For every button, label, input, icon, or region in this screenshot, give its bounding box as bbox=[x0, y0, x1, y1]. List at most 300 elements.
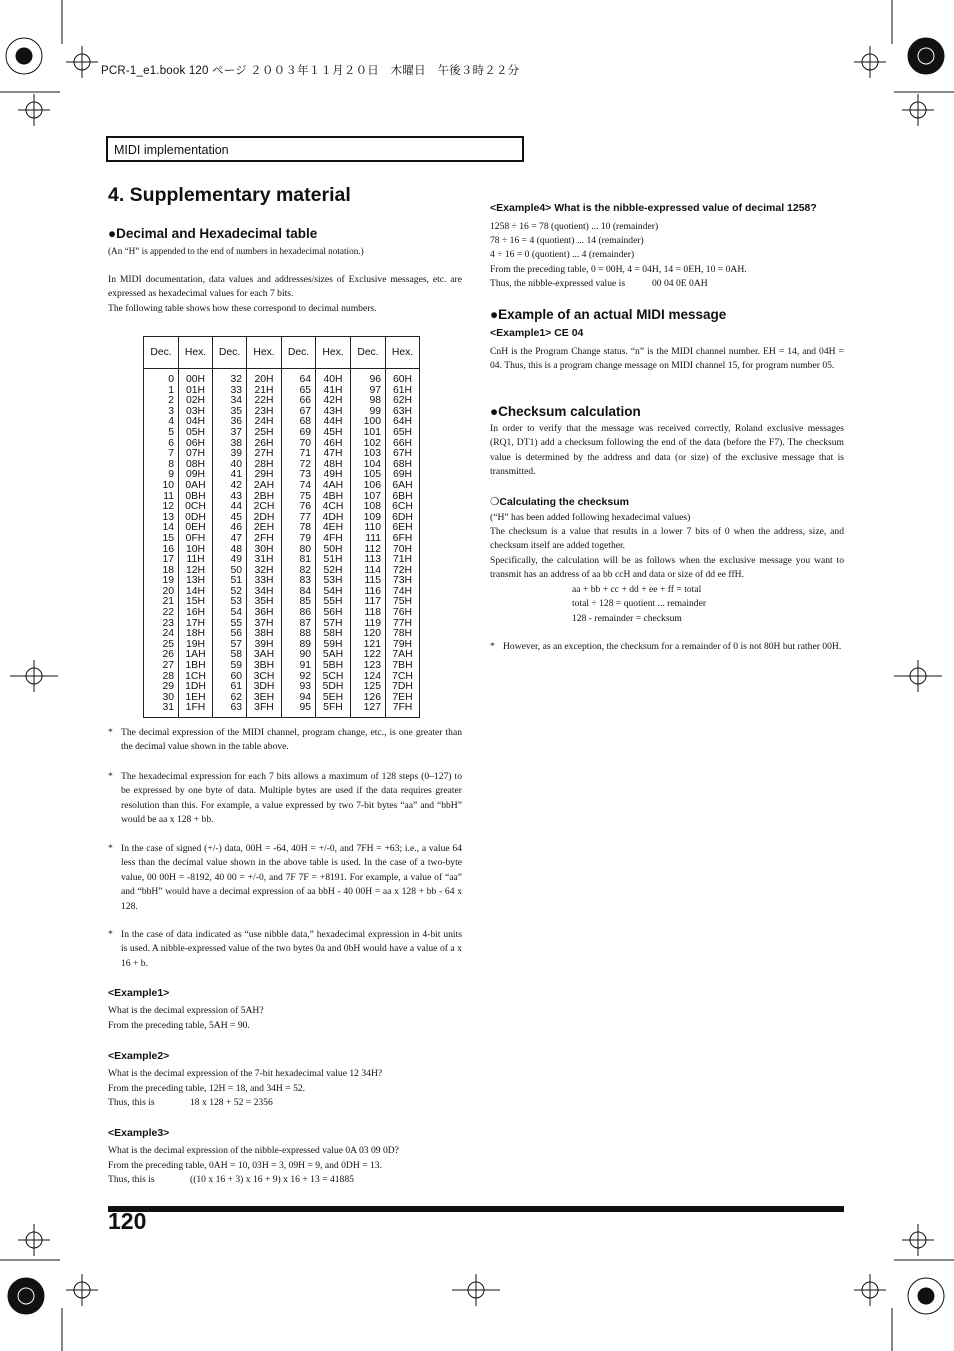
table-cell: 3EH bbox=[253, 691, 275, 703]
table-cell: 10 bbox=[162, 479, 174, 491]
table-column-hex bbox=[386, 369, 420, 718]
table-cell: 34H bbox=[254, 585, 274, 597]
section-header-box bbox=[106, 136, 524, 162]
table-cell: 53H bbox=[323, 575, 343, 587]
table-cell: 24H bbox=[254, 416, 274, 428]
table-cell: 112 bbox=[364, 543, 381, 555]
example2-question: What is the decimal expression of the 7-bit hexadecimal value 12 34H? bbox=[108, 1068, 383, 1079]
table-cell: 42H bbox=[323, 395, 343, 407]
table-cell: 4CH bbox=[322, 501, 344, 513]
table-cell: 117 bbox=[364, 596, 381, 608]
table-cell: 7AH bbox=[392, 649, 413, 661]
table-cell: 6 bbox=[168, 437, 174, 449]
table-cell: 3 bbox=[168, 405, 174, 417]
table-cell: 40 bbox=[230, 458, 242, 470]
table-cell: 3FH bbox=[254, 702, 274, 714]
footnote-star: * bbox=[490, 641, 495, 652]
table-cell: 15 bbox=[162, 532, 174, 544]
table-cell: 19 bbox=[162, 575, 174, 587]
calculating-checksum-heading: ❍Calculating the checksum bbox=[490, 496, 629, 508]
table-cell: 64H bbox=[392, 416, 413, 428]
table-cell: 28H bbox=[254, 458, 274, 470]
table-cell: 11H bbox=[186, 554, 205, 566]
table-cell: 3DH bbox=[253, 681, 275, 693]
table-cell: 21H bbox=[254, 384, 274, 396]
table-cell: 49 bbox=[230, 554, 242, 566]
table-cell: 50H bbox=[323, 543, 343, 555]
table-cell: 5DH bbox=[322, 681, 344, 693]
table-cell: 83 bbox=[299, 575, 311, 587]
table-cell: 2AH bbox=[253, 479, 275, 491]
table-cell: 77H bbox=[392, 617, 413, 629]
table-cell: 75 bbox=[299, 490, 311, 502]
table-cell: 6CH bbox=[392, 501, 413, 513]
example4-line: 1258 ÷ 16 = 78 (quotient) ... 10 (remainder) bbox=[490, 221, 659, 232]
table-cell: 78 bbox=[299, 522, 311, 534]
col-header-hex: Hex. bbox=[386, 337, 420, 369]
table-cell: 1 bbox=[168, 384, 174, 396]
table-cell: 62H bbox=[392, 395, 413, 407]
table-cell: 4BH bbox=[322, 490, 344, 502]
table-cell: 79H bbox=[392, 638, 413, 650]
page-number: 120 bbox=[108, 1208, 147, 1234]
table-cell: 28 bbox=[162, 670, 174, 682]
table-cell: 81 bbox=[299, 554, 311, 566]
table-cell: 13 bbox=[162, 511, 174, 523]
table-cell: 46 bbox=[230, 522, 242, 534]
example1-heading: <Example1> bbox=[108, 987, 170, 999]
table-cell: 17H bbox=[185, 617, 206, 629]
table-cell: 32H bbox=[254, 564, 274, 576]
table-cell: 38 bbox=[230, 437, 242, 449]
table-cell: 66 bbox=[299, 395, 311, 407]
example3-answer: From the preceding table, 0AH = 10, 03H = 3, 09H = 9, and 0DH = 13. bbox=[108, 1160, 382, 1171]
table-cell: 115 bbox=[364, 575, 381, 587]
example1-answer: From the preceding table, 5AH = 90. bbox=[108, 1020, 250, 1031]
table-cell: 97 bbox=[369, 384, 381, 396]
table-cell: 57H bbox=[323, 617, 343, 629]
table-cell: 36 bbox=[230, 416, 242, 428]
table-cell: 7CH bbox=[392, 670, 413, 682]
intro-paragraph-1: In MIDI documentation, data values and addresses/sizes of Exclusive messages, etc. are expressed as hexadecimal values for each 7 bits. bbox=[108, 274, 462, 300]
table-cell: 109 bbox=[363, 511, 381, 523]
table-cell: 59H bbox=[323, 638, 343, 650]
table-cell: 95 bbox=[299, 702, 311, 714]
table-body-row bbox=[144, 369, 420, 718]
table-cell: 85 bbox=[299, 596, 311, 608]
table-cell: 3BH bbox=[253, 660, 275, 672]
table-cell: 5CH bbox=[322, 670, 344, 682]
table-cell: 05H bbox=[185, 426, 206, 438]
table-cell: 69 bbox=[299, 426, 311, 438]
checksum-text: In order to verify that the message was received correctly, Roland exclusive messages (RQ1, DT1) add a checksum following the end of the data (before the F7). The checksum value is determined by the address and data (or size) of the exclusive message that is transmitted. bbox=[490, 423, 844, 478]
table-cell: 65 bbox=[299, 384, 311, 396]
table-cell: 123 bbox=[363, 660, 381, 672]
table-cell: 33 bbox=[230, 384, 242, 396]
table-cell: 80 bbox=[299, 543, 311, 555]
table-cell: 30 bbox=[162, 691, 174, 703]
table-cell: 86 bbox=[299, 607, 311, 619]
table-cell: 52H bbox=[323, 564, 343, 576]
col-header-hex: Hex. bbox=[316, 337, 351, 369]
table-cell: 102 bbox=[363, 437, 381, 449]
table-cell: 26H bbox=[254, 437, 274, 449]
table-cell: 1CH bbox=[185, 670, 206, 682]
table-cell: 11 bbox=[163, 490, 174, 502]
example4-heading: <Example4> What is the nibble-expressed value of decimal 1258? bbox=[490, 202, 817, 214]
table-cell: 87 bbox=[299, 617, 311, 629]
table-cell: 4AH bbox=[322, 479, 344, 491]
table-cell: 51H bbox=[323, 554, 343, 566]
table-column-dec bbox=[282, 369, 316, 718]
table-cell: 14H bbox=[185, 585, 206, 597]
footnote-text: In the case of signed (+/-) data, 00H = -64, 40H = +/-0, and 7FH = +63; i.e., a value 64 less than the decimal value shown in the above table is used. In the case of a two-byte value, 00 00H = -8192, 40 00 = +/-0, and 7F 7F = +8191. For example, a value of “aa” and “bbH” would have a decimal expression of aa bbH - 40 00H = aa x 128 + bb - 64 x 128. bbox=[121, 843, 462, 912]
table-cell: 38H bbox=[254, 628, 274, 640]
table-cell: 64 bbox=[299, 374, 311, 385]
example2-thus-label: Thus, this is bbox=[108, 1097, 155, 1108]
table-cell: 42 bbox=[230, 479, 242, 491]
actual-message-example-heading: <Example1> CE 04 bbox=[490, 327, 584, 339]
table-cell: 76 bbox=[299, 501, 311, 513]
intro-paragraph-2: The following table shows how these correspond to decimal numbers. bbox=[108, 303, 377, 314]
table-cell: 5EH bbox=[322, 691, 344, 703]
table-cell: 4EH bbox=[322, 522, 344, 534]
table-cell: 127 bbox=[363, 702, 381, 714]
table-cell: 56 bbox=[230, 628, 242, 640]
col-header-hex: Hex. bbox=[179, 337, 213, 369]
table-cell: 107 bbox=[363, 490, 381, 502]
table-cell: 113 bbox=[364, 554, 381, 566]
checksum-formula: 128 - remainder = checksum bbox=[572, 613, 682, 624]
table-cell: 61 bbox=[230, 681, 242, 693]
actual-message-text: CnH is the Program Change status. “n” is the MIDI channel number. EH = 14, and 04H = 04. Thus, this is a program change message on MIDI channel 15, for program number 05. bbox=[490, 346, 844, 372]
table-cell: 40H bbox=[323, 374, 343, 385]
checksum-paragraph: The checksum is a value that results in a lower 7 bits of 0 when the address, size, and checksum itself are added together. bbox=[490, 526, 844, 552]
table-cell: 12 bbox=[162, 501, 174, 513]
example4-line: 4 ÷ 16 = 0 (quotient) ... 4 (remainder) bbox=[490, 249, 635, 260]
table-cell: 27H bbox=[254, 448, 274, 460]
table-cell: 120 bbox=[363, 628, 381, 640]
table-cell: 51 bbox=[230, 575, 242, 587]
table-cell: 67H bbox=[392, 448, 413, 460]
table-cell: 66H bbox=[392, 437, 413, 449]
table-cell: 4 bbox=[168, 416, 174, 428]
table-cell: 39H bbox=[254, 638, 274, 650]
table-cell: 6FH bbox=[392, 532, 413, 544]
table-cell: 72 bbox=[299, 458, 311, 470]
table-cell: 60H bbox=[392, 374, 413, 385]
table-cell: 94 bbox=[299, 691, 311, 703]
table-cell: 78H bbox=[392, 628, 413, 640]
table-cell: 55 bbox=[230, 617, 242, 629]
table-cell: 1EH bbox=[185, 691, 206, 703]
actual-message-heading: ●Example of an actual MIDI message bbox=[490, 307, 727, 322]
table-cell: 32 bbox=[230, 374, 242, 385]
table-cell: 63 bbox=[230, 702, 242, 714]
table-cell: 60 bbox=[230, 670, 242, 682]
table-column-dec bbox=[144, 369, 179, 718]
checksum-paragraph: Specifically, the calculation will be as follows when the exclusive message you want to transmit has an address of aa bb ccH and data or size of dd ee ffH. bbox=[490, 555, 844, 581]
table-cell: 16H bbox=[185, 607, 206, 619]
table-cell: 48H bbox=[323, 458, 343, 470]
footnote bbox=[108, 842, 462, 914]
table-cell: 79 bbox=[299, 532, 311, 544]
table-cell: 06H bbox=[185, 437, 206, 449]
table-cell: 74H bbox=[392, 585, 413, 597]
table-cell: 116 bbox=[364, 585, 381, 597]
table-cell: 119 bbox=[364, 617, 381, 629]
footnote-text: However, as an exception, the checksum for a remainder of 0 is not 80H but rather 00H. bbox=[503, 641, 842, 652]
table-cell: 68H bbox=[392, 458, 413, 470]
table-cell: 08H bbox=[185, 458, 206, 470]
table-cell: 47H bbox=[323, 448, 343, 460]
table-cell: 73H bbox=[392, 575, 413, 587]
table-cell: 2CH bbox=[253, 501, 275, 513]
table-cell: 5AH bbox=[322, 649, 344, 661]
table-cell: 52 bbox=[230, 585, 242, 597]
table-cell: 88 bbox=[299, 628, 311, 640]
example4-line: 78 ÷ 16 = 4 (quotient) ... 14 (remainder) bbox=[490, 235, 644, 246]
table-cell: 7 bbox=[168, 448, 174, 460]
table-cell: 71 bbox=[299, 448, 311, 460]
table-cell: 1DH bbox=[185, 681, 206, 693]
table-cell: 44H bbox=[323, 416, 343, 428]
table-column-dec bbox=[213, 369, 247, 718]
table-cell: 19H bbox=[185, 638, 206, 650]
table-cell: 72H bbox=[392, 564, 413, 576]
col-header-dec: Dec. bbox=[213, 337, 247, 369]
page-title: 4. Supplementary material bbox=[108, 184, 351, 206]
table-cell: 23H bbox=[254, 405, 274, 417]
table-cell: 20 bbox=[162, 585, 174, 597]
table-cell: 54H bbox=[323, 585, 343, 597]
table-cell: 57 bbox=[230, 638, 242, 650]
section-header-label: MIDI implementation bbox=[114, 143, 229, 157]
footnote bbox=[108, 770, 462, 828]
example4-line: From the preceding table, 0 = 00H, 4 = 04H, 14 = 0EH, 10 = 0AH. bbox=[490, 264, 747, 275]
example1-question: What is the decimal expression of 5AH? bbox=[108, 1005, 264, 1016]
table-cell: 4FH bbox=[323, 532, 343, 544]
col-header-dec: Dec. bbox=[144, 337, 179, 369]
table-cell: 61H bbox=[392, 384, 413, 396]
example3-thus-value: ((10 x 16 + 3) x 16 + 9) x 16 + 13 = 41885 bbox=[190, 1174, 354, 1185]
table-cell: 39 bbox=[230, 448, 242, 460]
table-cell: 76H bbox=[392, 607, 413, 619]
table-cell: 44 bbox=[230, 501, 242, 513]
table-cell: 71H bbox=[392, 554, 413, 566]
table-cell: 4DH bbox=[322, 511, 344, 523]
table-cell: 07H bbox=[185, 448, 206, 460]
table-cell: 49H bbox=[323, 469, 343, 481]
footnote bbox=[108, 726, 462, 756]
table-cell: 62 bbox=[230, 691, 242, 703]
col-header-dec: Dec. bbox=[282, 337, 316, 369]
table-cell: 31 bbox=[162, 702, 174, 714]
table-cell: 02H bbox=[185, 395, 206, 407]
table-cell: 7FH bbox=[392, 702, 413, 714]
table-cell: 1AH bbox=[185, 649, 206, 661]
table-cell: 13H bbox=[185, 575, 206, 587]
table-cell: 47 bbox=[230, 532, 242, 544]
table-cell: 0CH bbox=[185, 501, 206, 513]
table-cell: 31H bbox=[254, 554, 274, 566]
table-cell: 53 bbox=[230, 596, 242, 608]
table-cell: 0FH bbox=[185, 532, 206, 544]
table-cell: 54 bbox=[230, 607, 242, 619]
table-cell: 43 bbox=[230, 490, 242, 502]
table-cell: 126 bbox=[363, 691, 381, 703]
table-cell: 41H bbox=[323, 384, 343, 396]
table-cell: 12H bbox=[185, 564, 206, 576]
table-cell: 56H bbox=[323, 607, 343, 619]
footnote-star: * bbox=[108, 771, 113, 782]
table-cell: 6AH bbox=[392, 479, 413, 491]
checksum-formula: aa + bb + cc + dd + ee + ff = total bbox=[572, 584, 702, 595]
footnote-star: * bbox=[108, 843, 113, 854]
table-cell: 26 bbox=[162, 649, 174, 661]
table-cell: 45 bbox=[230, 511, 242, 523]
checksum-paragraph: (“H” has been added following hexadecimal values) bbox=[490, 512, 691, 523]
table-cell: 37 bbox=[230, 426, 242, 438]
table-cell: 125 bbox=[363, 681, 381, 693]
table-cell: 0AH bbox=[185, 479, 206, 491]
example4-thus-label: Thus, the nibble-expressed value is bbox=[490, 278, 626, 289]
table-cell: 73 bbox=[299, 469, 311, 481]
table-cell: 89 bbox=[299, 638, 311, 650]
table-cell: 5 bbox=[168, 426, 174, 438]
table-cell: 99 bbox=[369, 405, 381, 417]
footnote-text: In the case of data indicated as “use nibble data,” hexadecimal expression in 4-bit units is used. A nibble-expressed value of the two bytes 0a and 0bH would have a value of a x 16 + b. bbox=[121, 929, 462, 969]
table-cell: 58 bbox=[230, 649, 242, 661]
decimal-hex-heading: ●Decimal and Hexadecimal table bbox=[108, 226, 318, 241]
table-cell: 01H bbox=[185, 384, 206, 396]
table-cell: 8 bbox=[168, 458, 174, 470]
table-cell: 20H bbox=[254, 374, 274, 385]
table-cell: 43H bbox=[323, 405, 343, 417]
table-cell: 82 bbox=[299, 564, 311, 576]
table-cell: 70H bbox=[392, 543, 413, 555]
table-cell: 114 bbox=[364, 564, 381, 576]
table-column-hex bbox=[179, 369, 213, 718]
table-cell: 2EH bbox=[253, 522, 275, 534]
table-cell: 6DH bbox=[392, 511, 413, 523]
checksum-formula: total ÷ 128 = quotient ... remainder bbox=[572, 598, 707, 609]
table-cell: 68 bbox=[299, 416, 311, 428]
table-cell: 118 bbox=[364, 607, 381, 619]
footnote bbox=[108, 928, 462, 972]
table-cell: 90 bbox=[299, 649, 311, 661]
table-cell: 03H bbox=[185, 405, 206, 417]
table-cell: 84 bbox=[299, 585, 311, 597]
table-cell: 36H bbox=[254, 607, 274, 619]
table-column-hex bbox=[247, 369, 282, 718]
table-cell: 67 bbox=[299, 405, 311, 417]
table-cell: 75H bbox=[392, 596, 413, 608]
table-cell: 0BH bbox=[185, 490, 206, 502]
table-cell: 110 bbox=[364, 522, 381, 534]
table-cell: 17 bbox=[162, 554, 174, 566]
table-cell: 7BH bbox=[392, 660, 413, 672]
table-cell: 14 bbox=[162, 522, 174, 534]
table-cell: 58H bbox=[323, 628, 343, 640]
table-cell: 0DH bbox=[185, 511, 206, 523]
table-cell: 46H bbox=[323, 437, 343, 449]
table-cell: 45H bbox=[323, 426, 343, 438]
table-cell: 77 bbox=[299, 511, 311, 523]
table-cell: 04H bbox=[185, 416, 206, 428]
table-cell: 63H bbox=[392, 405, 413, 417]
table-cell: 74 bbox=[299, 479, 311, 491]
table-cell: 104 bbox=[363, 458, 381, 470]
table-column-dec bbox=[351, 369, 386, 718]
table-cell: 101 bbox=[363, 426, 381, 438]
table-cell: 09H bbox=[185, 469, 206, 481]
table-cell: 21 bbox=[162, 596, 174, 608]
table-cell: 29 bbox=[162, 681, 174, 693]
table-cell: 30H bbox=[254, 543, 274, 555]
table-cell: 35H bbox=[254, 596, 274, 608]
example3-question: What is the decimal expression of the nibble-expressed value 0A 03 09 0D? bbox=[108, 1145, 399, 1156]
footnote-star: * bbox=[108, 727, 113, 738]
table-cell: 7EH bbox=[392, 691, 413, 703]
table-cell: 29H bbox=[254, 469, 274, 481]
example2-heading: <Example2> bbox=[108, 1050, 170, 1062]
footnote-text: The hexadecimal expression for each 7 bits allows a maximum of 128 steps (0–127) to be expressed by one byte of data. Multiple bytes are used if the data requires greater resolution than this. For example, a value expressed by two 7-bit bytes “aa” and “bbH” would be aa x 128 + bb. bbox=[121, 771, 462, 826]
table-cell: 22H bbox=[254, 395, 274, 407]
table-cell: 18H bbox=[185, 628, 206, 640]
table-cell: 22 bbox=[162, 607, 174, 619]
table-cell: 1FH bbox=[185, 702, 206, 714]
table-cell: 108 bbox=[363, 501, 381, 513]
table-column-hex bbox=[316, 369, 351, 718]
table-cell: 25H bbox=[254, 426, 274, 438]
table-cell: 33H bbox=[254, 575, 274, 587]
table-cell: 00H bbox=[185, 374, 206, 385]
table-cell: 41 bbox=[230, 469, 242, 481]
table-cell: 0EH bbox=[185, 522, 206, 534]
table-cell: 103 bbox=[363, 448, 381, 460]
table-cell: 2DH bbox=[253, 511, 275, 523]
table-cell: 111 bbox=[365, 532, 381, 544]
table-cell: 25 bbox=[162, 638, 174, 650]
hex-notation-note: (An “H” is appended to the end of numbers in hexadecimal notation.) bbox=[108, 246, 364, 256]
table-cell: 6BH bbox=[392, 490, 413, 502]
table-cell: 91 bbox=[299, 660, 311, 672]
table-cell: 96 bbox=[369, 374, 381, 385]
footer-rule bbox=[108, 1206, 844, 1212]
table-cell: 3CH bbox=[253, 670, 275, 682]
table-cell: 65H bbox=[392, 426, 413, 438]
table-header-row bbox=[144, 337, 420, 369]
table-cell: 124 bbox=[363, 670, 381, 682]
table-cell: 105 bbox=[363, 469, 381, 481]
table-cell: 48 bbox=[230, 543, 242, 555]
col-header-hex: Hex. bbox=[247, 337, 282, 369]
table-cell: 50 bbox=[230, 564, 242, 576]
table-cell: 121 bbox=[363, 638, 381, 650]
table-cell: 59 bbox=[230, 660, 242, 672]
table-cell: 69H bbox=[392, 469, 413, 481]
example3-thus-label: Thus, this is bbox=[108, 1174, 155, 1185]
table-cell: 5BH bbox=[322, 660, 344, 672]
example4-thus-value: 00 04 0E 0AH bbox=[652, 278, 708, 289]
example2-thus-value: 18 x 128 + 52 = 2356 bbox=[190, 1097, 273, 1108]
table-cell: 9 bbox=[168, 469, 174, 481]
table-cell: 34 bbox=[230, 395, 242, 407]
table-cell: 6EH bbox=[392, 522, 413, 534]
table-cell: 23 bbox=[162, 617, 174, 629]
table-cell: 18 bbox=[162, 564, 174, 576]
